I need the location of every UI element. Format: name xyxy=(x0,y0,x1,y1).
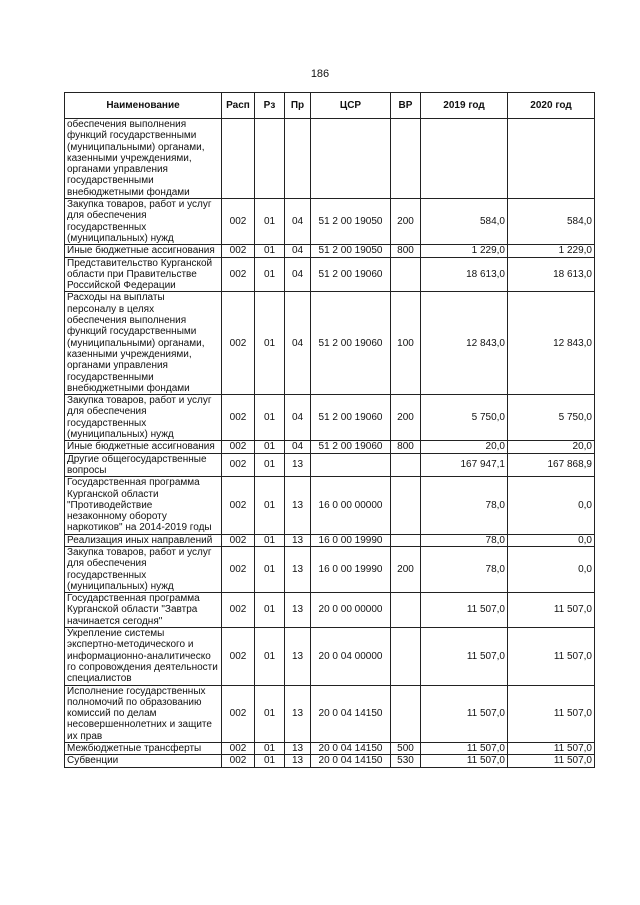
cell-vr: 530 xyxy=(391,755,421,767)
cell-rz: 01 xyxy=(255,628,285,685)
cell-vr xyxy=(391,477,421,534)
cell-name: Межбюджетные трансферты xyxy=(65,743,222,755)
table-row xyxy=(65,743,595,755)
cell-vr xyxy=(391,257,421,292)
cell-vr: 500 xyxy=(391,743,421,755)
cell-y2019: 167 947,1 xyxy=(421,453,508,477)
cell-csr: 51 2 00 19050 xyxy=(311,199,391,245)
cell-pr: 13 xyxy=(285,743,311,755)
cell-rz: 01 xyxy=(255,453,285,477)
header-vr: ВР xyxy=(391,93,421,119)
cell-rz: 01 xyxy=(255,292,285,395)
header-name: Наименование xyxy=(65,93,222,119)
cell-csr: 16 0 00 19990 xyxy=(311,546,391,592)
cell-rasp: 002 xyxy=(222,628,255,685)
header-rasp: Расп xyxy=(222,93,255,119)
cell-rasp: 002 xyxy=(222,546,255,592)
cell-csr: 20 0 04 00000 xyxy=(311,628,391,685)
cell-rz: 01 xyxy=(255,743,285,755)
cell-name: Государственная программа Курганской области "Противодействие незаконному обороту наркотиков" на 2014-2019 годы xyxy=(65,477,222,534)
cell-pr: 13 xyxy=(285,546,311,592)
cell-y2020: 12 843,0 xyxy=(508,292,595,395)
cell-pr: 13 xyxy=(285,453,311,477)
cell-name: Укрепление системы экспертно-методического и информационно-аналитическо го сопровождения деятельности специалистов xyxy=(65,628,222,685)
table-row xyxy=(65,477,595,534)
table-row xyxy=(65,546,595,592)
cell-pr: 04 xyxy=(285,292,311,395)
cell-name: Иные бюджетные ассигнования xyxy=(65,441,222,453)
cell-name: Закупка товаров, работ и услуг для обеспечения государственных (муниципальных) нужд xyxy=(65,546,222,592)
header-2020: 2020 год xyxy=(508,93,595,119)
page-number: 186 xyxy=(310,68,330,80)
cell-vr: 200 xyxy=(391,395,421,441)
table-row xyxy=(65,628,595,685)
cell-name: Другие общегосударственные вопросы xyxy=(65,453,222,477)
cell-pr xyxy=(285,119,311,199)
cell-pr: 13 xyxy=(285,685,311,742)
table-row xyxy=(65,245,595,257)
header-pr: Пр xyxy=(285,93,311,119)
cell-y2020: 584,0 xyxy=(508,199,595,245)
cell-name: Иные бюджетные ассигнования xyxy=(65,245,222,257)
cell-pr: 13 xyxy=(285,628,311,685)
cell-rz: 01 xyxy=(255,685,285,742)
cell-csr: 51 2 00 19060 xyxy=(311,395,391,441)
cell-name: Государственная программа Курганской области "Завтра начинается сегодня" xyxy=(65,593,222,628)
table-row xyxy=(65,257,595,292)
cell-y2019: 1 229,0 xyxy=(421,245,508,257)
table-body xyxy=(65,119,595,768)
cell-csr: 20 0 04 14150 xyxy=(311,685,391,742)
cell-y2019: 11 507,0 xyxy=(421,628,508,685)
cell-y2019: 11 507,0 xyxy=(421,685,508,742)
header-csr: ЦСР xyxy=(311,93,391,119)
cell-y2020: 167 868,9 xyxy=(508,453,595,477)
cell-vr xyxy=(391,534,421,546)
cell-csr: 51 2 00 19060 xyxy=(311,441,391,453)
cell-y2020: 0,0 xyxy=(508,477,595,534)
cell-rz: 01 xyxy=(255,477,285,534)
cell-y2019: 584,0 xyxy=(421,199,508,245)
cell-y2019: 11 507,0 xyxy=(421,755,508,767)
cell-y2020: 18 613,0 xyxy=(508,257,595,292)
cell-rz: 01 xyxy=(255,441,285,453)
cell-pr: 04 xyxy=(285,199,311,245)
cell-name: Реализация иных направлений xyxy=(65,534,222,546)
cell-pr: 13 xyxy=(285,593,311,628)
cell-rasp: 002 xyxy=(222,257,255,292)
cell-rasp xyxy=(222,119,255,199)
cell-vr xyxy=(391,685,421,742)
cell-y2020: 1 229,0 xyxy=(508,245,595,257)
cell-pr: 13 xyxy=(285,534,311,546)
cell-rasp: 002 xyxy=(222,395,255,441)
cell-pr: 04 xyxy=(285,257,311,292)
table-row xyxy=(65,453,595,477)
cell-y2019 xyxy=(421,119,508,199)
cell-csr: 51 2 00 19050 xyxy=(311,245,391,257)
cell-csr: 16 0 00 00000 xyxy=(311,477,391,534)
cell-rasp: 002 xyxy=(222,534,255,546)
cell-rz: 01 xyxy=(255,257,285,292)
cell-pr: 04 xyxy=(285,395,311,441)
cell-y2019: 18 613,0 xyxy=(421,257,508,292)
cell-name: Закупка товаров, работ и услуг для обеспечения государственных (муниципальных) нужд xyxy=(65,199,222,245)
cell-pr: 13 xyxy=(285,477,311,534)
cell-csr: 51 2 00 19060 xyxy=(311,292,391,395)
cell-y2019: 20,0 xyxy=(421,441,508,453)
cell-rasp: 002 xyxy=(222,743,255,755)
table-row xyxy=(65,119,595,199)
table-row xyxy=(65,685,595,742)
cell-rz xyxy=(255,119,285,199)
cell-y2019: 78,0 xyxy=(421,534,508,546)
cell-name: Представительство Курганской области при Правительстве Российской Федерации xyxy=(65,257,222,292)
cell-vr: 200 xyxy=(391,199,421,245)
cell-y2020: 11 507,0 xyxy=(508,743,595,755)
cell-csr: 20 0 04 14150 xyxy=(311,755,391,767)
cell-pr: 13 xyxy=(285,755,311,767)
cell-rz: 01 xyxy=(255,245,285,257)
cell-vr: 800 xyxy=(391,441,421,453)
cell-vr: 800 xyxy=(391,245,421,257)
cell-y2019: 12 843,0 xyxy=(421,292,508,395)
cell-y2019: 78,0 xyxy=(421,546,508,592)
cell-rz: 01 xyxy=(255,199,285,245)
budget-table xyxy=(64,92,595,768)
cell-name: Исполнение государственных полномочий по образованию комиссий по делам несовершеннолетних и защите их прав xyxy=(65,685,222,742)
cell-y2020: 11 507,0 xyxy=(508,628,595,685)
table-row xyxy=(65,755,595,767)
cell-vr xyxy=(391,453,421,477)
cell-rz: 01 xyxy=(255,395,285,441)
cell-rasp: 002 xyxy=(222,199,255,245)
cell-name: Расходы на выплаты персоналу в целях обеспечения выполнения функций государственными (муниципальными) органами, казенными учреждениями, органами управления государственными внебюджетными фондами xyxy=(65,292,222,395)
cell-rasp: 002 xyxy=(222,685,255,742)
cell-vr xyxy=(391,593,421,628)
cell-name: Закупка товаров, работ и услуг для обеспечения государственных (муниципальных) нужд xyxy=(65,395,222,441)
cell-pr: 04 xyxy=(285,245,311,257)
cell-y2019: 11 507,0 xyxy=(421,743,508,755)
cell-vr xyxy=(391,628,421,685)
cell-vr: 100 xyxy=(391,292,421,395)
table-header-row xyxy=(65,93,595,119)
cell-y2019: 5 750,0 xyxy=(421,395,508,441)
cell-pr: 04 xyxy=(285,441,311,453)
cell-rasp: 002 xyxy=(222,441,255,453)
cell-y2020: 11 507,0 xyxy=(508,593,595,628)
table-row xyxy=(65,534,595,546)
cell-y2020 xyxy=(508,119,595,199)
cell-csr: 20 0 04 14150 xyxy=(311,743,391,755)
table-row xyxy=(65,593,595,628)
cell-csr: 16 0 00 19990 xyxy=(311,534,391,546)
cell-rasp: 002 xyxy=(222,755,255,767)
cell-vr: 200 xyxy=(391,546,421,592)
table-row xyxy=(65,395,595,441)
header-rz: Рз xyxy=(255,93,285,119)
table-row xyxy=(65,441,595,453)
cell-rz: 01 xyxy=(255,755,285,767)
header-2019: 2019 год xyxy=(421,93,508,119)
cell-y2020: 5 750,0 xyxy=(508,395,595,441)
cell-y2020: 0,0 xyxy=(508,534,595,546)
cell-rasp: 002 xyxy=(222,453,255,477)
cell-rasp: 002 xyxy=(222,292,255,395)
cell-csr xyxy=(311,119,391,199)
cell-name: Субвенции xyxy=(65,755,222,767)
table-row xyxy=(65,199,595,245)
cell-y2019: 78,0 xyxy=(421,477,508,534)
cell-name: обеспечения выполнения функций государственными (муниципальными) органами, казенными учреждениями, органами управления государственными внебюджетными фондами xyxy=(65,119,222,199)
cell-y2020: 11 507,0 xyxy=(508,685,595,742)
cell-rasp: 002 xyxy=(222,593,255,628)
cell-csr xyxy=(311,453,391,477)
table-row xyxy=(65,292,595,395)
cell-rz: 01 xyxy=(255,593,285,628)
cell-vr xyxy=(391,119,421,199)
cell-csr: 51 2 00 19060 xyxy=(311,257,391,292)
cell-rz: 01 xyxy=(255,534,285,546)
cell-y2020: 20,0 xyxy=(508,441,595,453)
cell-rasp: 002 xyxy=(222,477,255,534)
cell-rz: 01 xyxy=(255,546,285,592)
cell-csr: 20 0 00 00000 xyxy=(311,593,391,628)
cell-y2020: 11 507,0 xyxy=(508,755,595,767)
cell-y2020: 0,0 xyxy=(508,546,595,592)
cell-rasp: 002 xyxy=(222,245,255,257)
cell-y2019: 11 507,0 xyxy=(421,593,508,628)
